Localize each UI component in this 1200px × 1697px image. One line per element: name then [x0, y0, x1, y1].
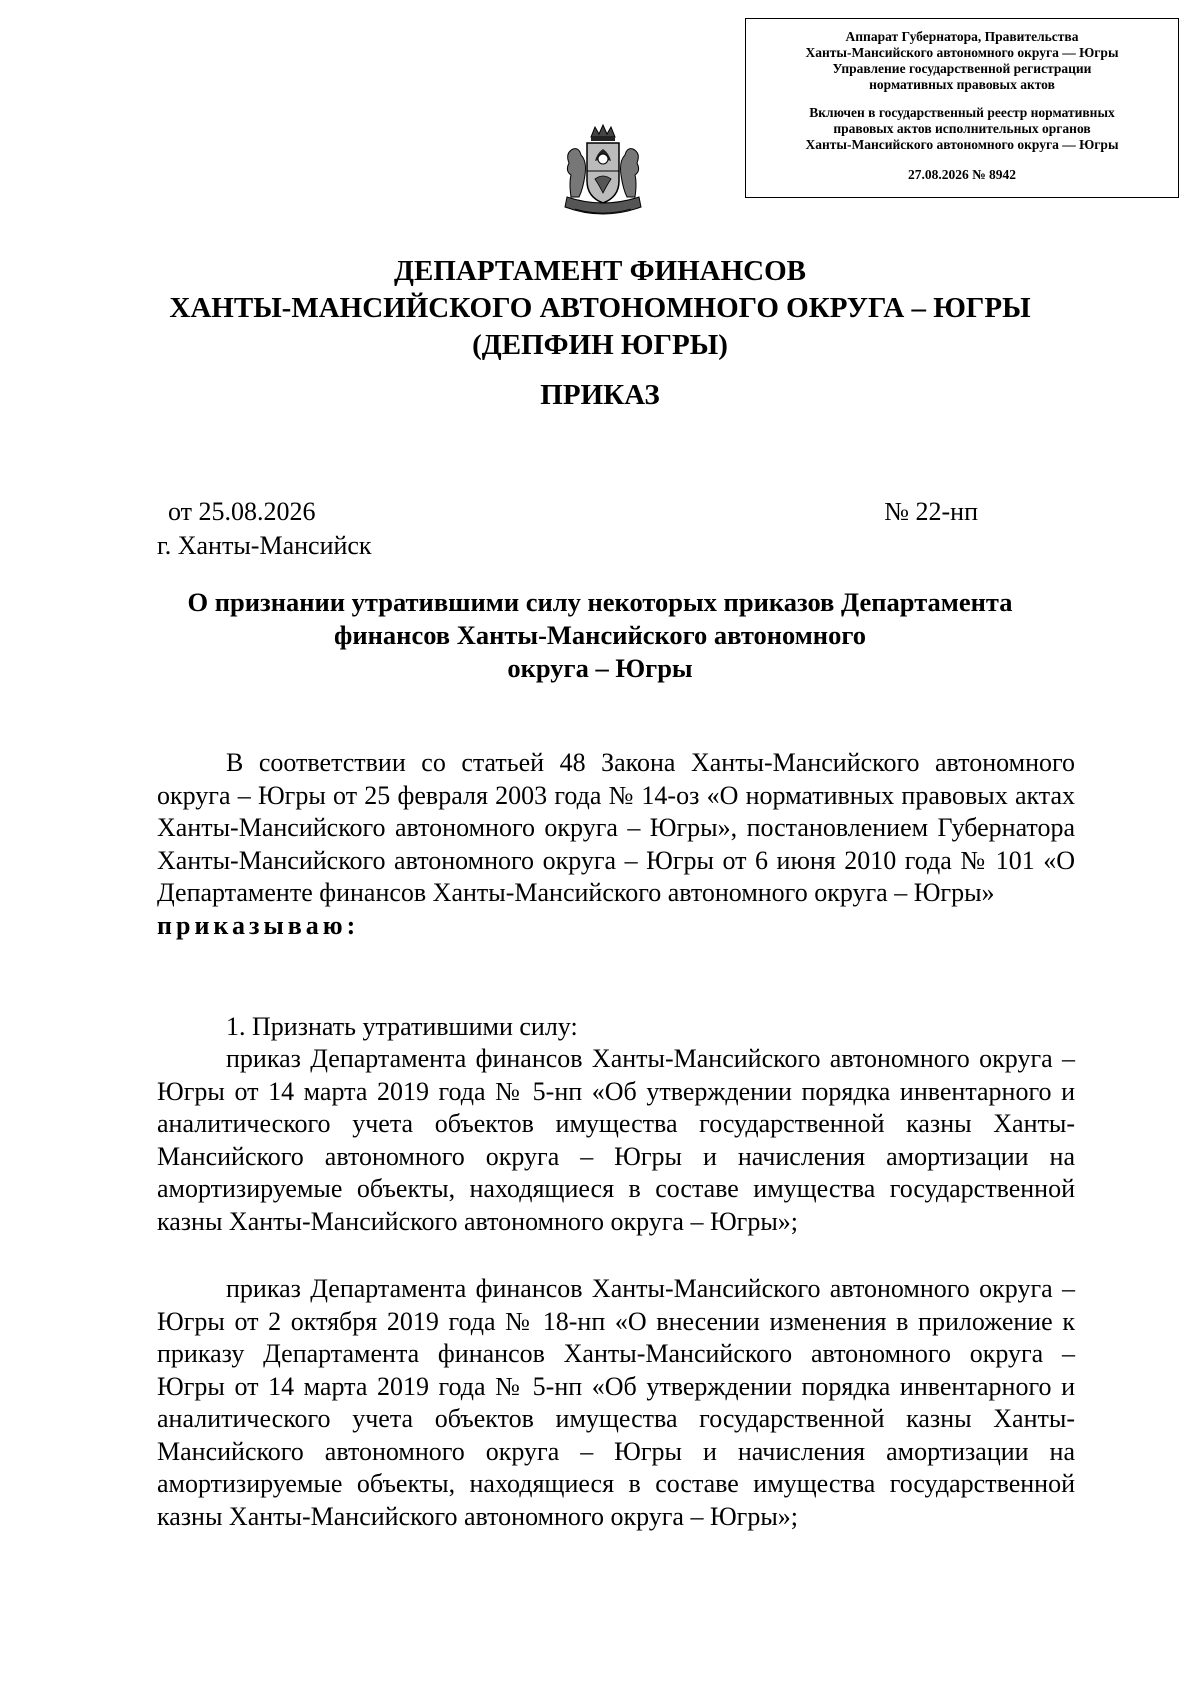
- document-title-line: О признании утратившими силу некоторых приказов Департамента: [187, 587, 1013, 617]
- preamble-text: В соответствии со статьей 48 Закона Ханты-Мансийского автономного округа – Югры от 25 февраля 2003 года № 14-оз «О нормативных правовых актах Ханты-Мансийского автономного округа – Югры», постановлением Губернатора Ханты-Мансийского автономного округа – Югры от 6 июня 2010 года № 101 «О Департаменте финансов Ханты-Мансийского автономного округа – Югры»: [157, 748, 1075, 907]
- preamble-section: [157, 747, 1075, 942]
- item-1-heading-section: [157, 1011, 1075, 1044]
- item-1-heading: 1. Признать утратившими силу:: [226, 1012, 578, 1041]
- coat-of-arms-icon: [561, 123, 645, 223]
- item-1-order-1: приказ Департамента финансов Ханты-Мансийского автономного округа – Югры от 14 марта 2019 года № 5-нп «Об утверждении порядка инвентарного и аналитического учета объектов имущества государственной казны Ханты-Мансийского автономного округа – Югры и начисления амортизации на амортизируемые объекты, находящиеся в составе имущества государственной казны Ханты-Мансийского автономного округа – Югры»;: [157, 1044, 1075, 1236]
- stamp-line: Ханты-Мансийского автономного округа — Югры: [805, 45, 1119, 60]
- stamp-line: Ханты-Мансийского автономного округа — Югры: [805, 137, 1119, 152]
- item-1-order-1-section: [157, 1043, 1075, 1238]
- stamp-authority-block: [746, 29, 1178, 93]
- stamp-line: Управление государственной регистрации: [832, 61, 1092, 76]
- stamp-line: нормативных правовых актов: [869, 77, 1055, 92]
- document-type: ПРИКАЗ: [540, 379, 660, 411]
- stamp-line: Включен в государственный реестр нормативных: [809, 105, 1115, 120]
- registration-stamp: [745, 18, 1179, 198]
- preamble-paragraph: [157, 747, 1075, 942]
- document-city: г. Ханты-Мансийск: [157, 531, 372, 560]
- document-title: [0, 586, 1200, 685]
- department-header-line: (ДЕПФИН ЮГРЫ): [472, 329, 728, 361]
- department-header-line: ХАНТЫ-МАНСИЙСКОГО АВТОНОМНОГО ОКРУГА – ЮГРЫ: [169, 292, 1031, 324]
- document-number: № 22-нп: [884, 497, 978, 526]
- item-1-order-2-section: [157, 1273, 1075, 1533]
- item-1-order-2: приказ Департамента финансов Ханты-Мансийского автономного округа – Югры от 2 октября 2019 года № 18-нп «О внесении изменения в приложение к приказу Департамента финансов Ханты-Мансийского автономного округа – Югры от 14 марта 2019 года № 5-нп «Об утверждении порядка инвентарного и аналитического учета объектов имущества государственной казны Ханты-Мансийского автономного округа – Югры и начисления амортизации на амортизируемые объекты, находящиеся в составе имущества государственной казны Ханты-Мансийского автономного округа – Югры»;: [157, 1274, 1075, 1531]
- stamp-registration-number: 27.08.2026 № 8942: [907, 167, 1017, 182]
- department-header-line: ДЕПАРТАМЕНТ ФИНАНСОВ: [394, 255, 806, 287]
- document-date: от 25.08.2026: [168, 497, 316, 526]
- department-header: [0, 253, 1200, 364]
- stamp-registry-block: [746, 105, 1178, 153]
- stamp-line: Аппарат Губернатора, Правительства: [845, 29, 1079, 44]
- stamp-line: правовых актов исполнительных органов: [833, 121, 1091, 136]
- document-title-line: округа – Югры: [507, 653, 693, 683]
- decree-word: приказываю:: [157, 910, 360, 940]
- document-title-line: финансов Ханты-Мансийского автономного: [334, 620, 866, 650]
